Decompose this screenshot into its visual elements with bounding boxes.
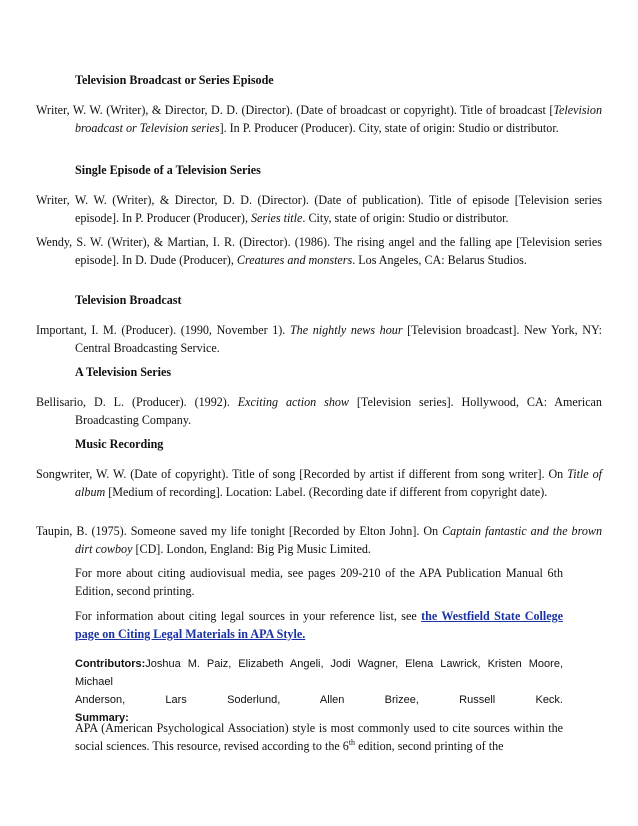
westfield-legal-link[interactable]: the Westfield State College page on Citing Legal Materials in APA Style. [75,609,563,641]
contributors-label: Contributors: [75,658,146,670]
reference-entry-tv-broadcast-example: Important, I. M. (Producer). (1990, November 1). The nightly news hour [Television broadcast]. New York, NY: Central Broadcasting Service. [36,323,602,355]
note-audiovisual: For more about citing audiovisual media, see pages 209-210 of the APA Publication Manual 6th Edition, second printing. [75,566,563,598]
summary-label: Summary: [75,712,129,724]
heading-single-episode: Single Episode of a Television Series [75,163,261,177]
reference-entry-episode-template: Writer, W. W. (Writer), & Director, D. D. (Director). (Date of publication). Title of episode [Television series episode]. In P. Producer (Producer), Series title. City, state of origin: Studio or distributor. [36,193,602,225]
contributors-line-2: Anderson, Lars Soderlund, Allen Brizee, Russell Keck. [75,694,563,706]
reference-entry-episode-example: Wendy, S. W. (Writer), & Martian, I. R. (Director). (1986). The rising angel and the falling ape [Television series episode]. In D. Dude (Producer), Creatures and monsters. Los Angeles, CA: Belarus Studios. [36,235,602,267]
reference-entry-tv-broadcast-template: Writer, W. W. (Writer), & Director, D. D. (Director). (Date of broadcast or copyright). Title of broadcast [Television broadcast or Television series]. In P. Producer (Producer). City, state of origin: Studio or distributor. [36,103,602,135]
heading-music-recording: Music Recording [75,437,164,451]
contributors-block [75,655,563,727]
heading-tv-series: A Television Series [75,365,172,379]
reference-entry-music-example: Taupin, B. (1975). Someone saved my life tonight [Recorded by Elton John]. On Captain fantastic and the brown dirt cowboy [CD]. London, England: Big Pig Music Limited. [36,524,602,556]
reference-entry-tv-series-example: Bellisario, D. L. (Producer). (1992). Exciting action show [Television series]. Hollywood, CA: American Broadcasting Company. [36,395,602,427]
reference-entry-music-template: Songwriter, W. W. (Date of copyright). Title of song [Recorded by artist if different from song writer]. On Title of album [Medium of recording]. Location: Label. (Recording date if different from copyright date). [36,467,602,499]
heading-tv-broadcast: Television Broadcast [75,293,182,307]
note-legal-sources: For information about citing legal sources in your reference list, see the Westfield State College page on Citing Legal Materials in APA Style. [75,609,563,641]
contributors-line-1: Contributors:Joshua M. Paiz, Elizabeth Angeli, Jodi Wagner, Elena Lawrick, Kristen Moore, Michael [75,658,563,688]
summary-paragraph: APA (American Psychological Association) style is most commonly used to cite sources within the social sciences. This resource, revised according to the 6th edition, second printing of the [75,721,563,753]
heading-tv-broadcast-or-episode: Television Broadcast or Series Episode [75,73,274,87]
